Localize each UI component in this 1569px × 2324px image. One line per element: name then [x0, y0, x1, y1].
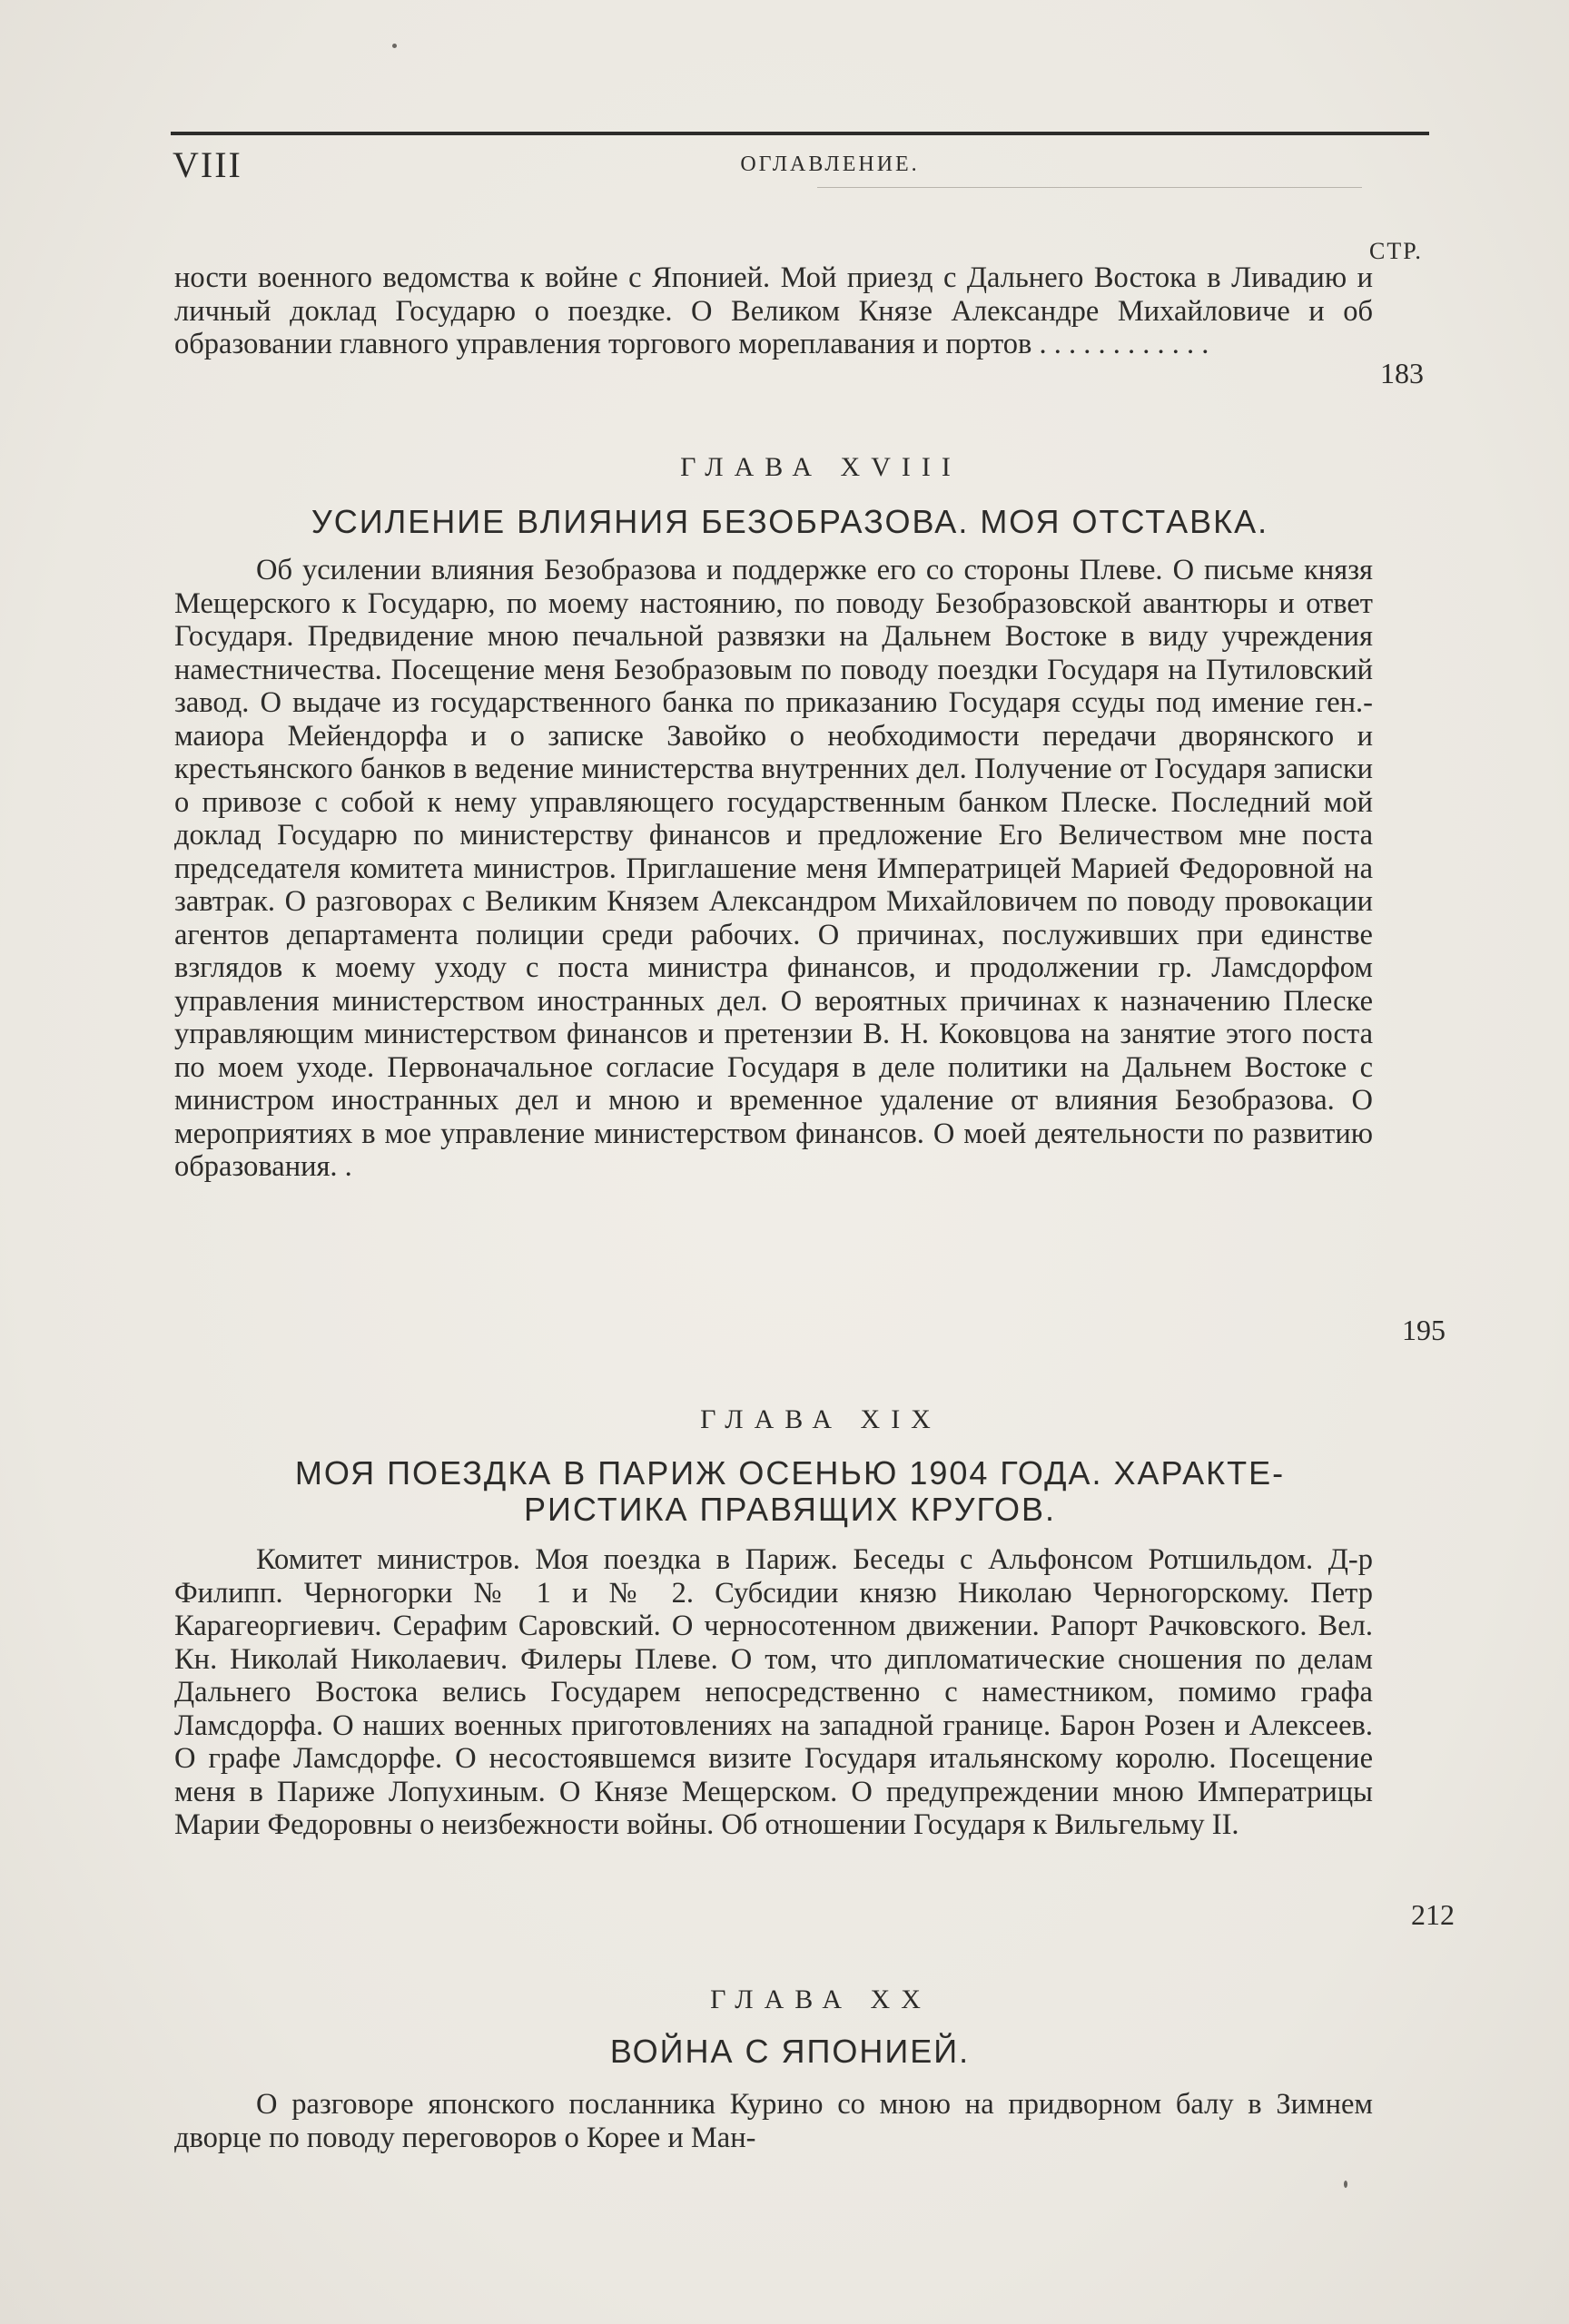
chapter-heading: ГЛАВА XVIII	[680, 452, 962, 482]
toc-entry-text: Об усилении влияния Безобразова и поддержке его со стороны Плеве. О письме князя Мещерского к Государю, по моему настоянию, по поводу Безобразовской авантюры и ответ Государя. Предвидение мною печальной развязки на Дальнем Востоке в виду учреждения наместничества. Посещение меня Безобразовым по поводу поездки Государя на Путиловский завод. О выдаче из государственного банка по приказанию Государя ссуды под имение ген.-маиора Мейендорфа и о записке Завойко о необходимости передачи дворянского и крестьянского банков в ведение министерства внутренних дел. Получение от Государя записки о привозе с собой к нему управляющего государственным банком Плеске. Последний мой доклад Государю по министерству финансов и предложение Его Величеством мне поста председателя комитета министров. Приглашение меня Императрицей Марией Федоровной на завтрак. О разговорах с Великим Князем Александром Михайловичем по поводу провокации агентов департамента полиции среди рабочих. О причинах, послуживших при единстве взглядов к моему уходу с поста министра финансов, и продолжении гр. Ламсдорфом управления министерством иностранных дел. О вероятных причинах к назначению Плеске управляющим министерством финансов и претензии В. Н. Коковцова на занятие этого поста по моем уходе. Первоначальное согласие Государя в деле политики на Дальнем Востоке с министром иностранных дел и мною и временное удаление от влияния Безобразова. О мероприятиях в мое управление министерством финансов. О моей деятельности по развитию образования. .	[174, 554, 1373, 1183]
page-column-label: СТР.	[1369, 238, 1423, 264]
chapter-title-line: МОЯ ПОЕЗДКА В ПАРИЖ ОСЕНЬЮ 1904 ГОДА. ХАРАКТЕ-	[294, 1454, 1286, 1492]
toc-page-number: 212	[1411, 1898, 1455, 1931]
page-number: VIII	[173, 144, 242, 185]
chapter-title: УСИЛЕНИЕ ВЛИЯНИЯ БЕЗОБРАЗОВА. МОЯ ОТСТАВКА.	[311, 503, 1269, 540]
print-speck	[392, 44, 397, 48]
toc-page-number: 195	[1402, 1314, 1446, 1346]
chapter-heading: ГЛАВА XIX	[700, 1404, 942, 1434]
chapter-heading: ГЛАВА XX	[710, 1984, 932, 2014]
toc-entry-text: Комитет министров. Моя поездка в Париж. Беседы с Альфонсом Ротшильдом. Д-р Филипп. Черногорки № 1 и № 2. Субсидии князю Николаю Черногорскому. Петр Карагеоргиевич. Серафим Саровский. О черносотенном движении. Рапорт Рачковского. Вел. Кн. Николай Николаевич. Филеры Плеве. О том, что дипломатические сношения по делам Дальнего Востока велись Государем непосредственно с наместником, помимо графа Ламсдорфа. О наших военных приготовлениях на западной границе. Барон Розен и Алексеев. О графе Ламсдорфе. О несостоявшемся визите Государя итальянскому королю. Посещение меня в Париже Лопухиным. О Князе Мещерском. О предупреждении мною Императрицы Марии Федоровны о неизбежности войны. Об отношении Государя к Вильгельму II.	[174, 1543, 1373, 1841]
toc-entry-text: ности военного ведомства к войне с Японией. Мой приезд с Дальнего Востока в Ливадию и личный доклад Государю о поездке. О Великом Князе Александре Михайловиче и об образовании главного управления торгового мореплавания и портов . . . . . . . . . . . .	[174, 261, 1373, 360]
chapter-title	[182, 1455, 1398, 1528]
thin-divider	[817, 187, 1362, 188]
toc-entry-text: О разговоре японского посланника Курино со мною на придворном балу в Зимнем дворце по поводу переговоров о Корее и Ман-	[174, 2088, 1373, 2154]
header-rule	[171, 132, 1429, 135]
toc-page-number: 183	[1380, 357, 1424, 389]
print-speck	[1344, 2181, 1347, 2188]
chapter-title: ВОЙНА С ЯПОНИЕЙ.	[609, 2033, 971, 2070]
running-header-title: ОГЛАВЛЕНИЕ.	[740, 153, 920, 176]
chapter-title-line: РИСТИКА ПРАВЯЩИХ КРУГОВ.	[523, 1491, 1057, 1528]
